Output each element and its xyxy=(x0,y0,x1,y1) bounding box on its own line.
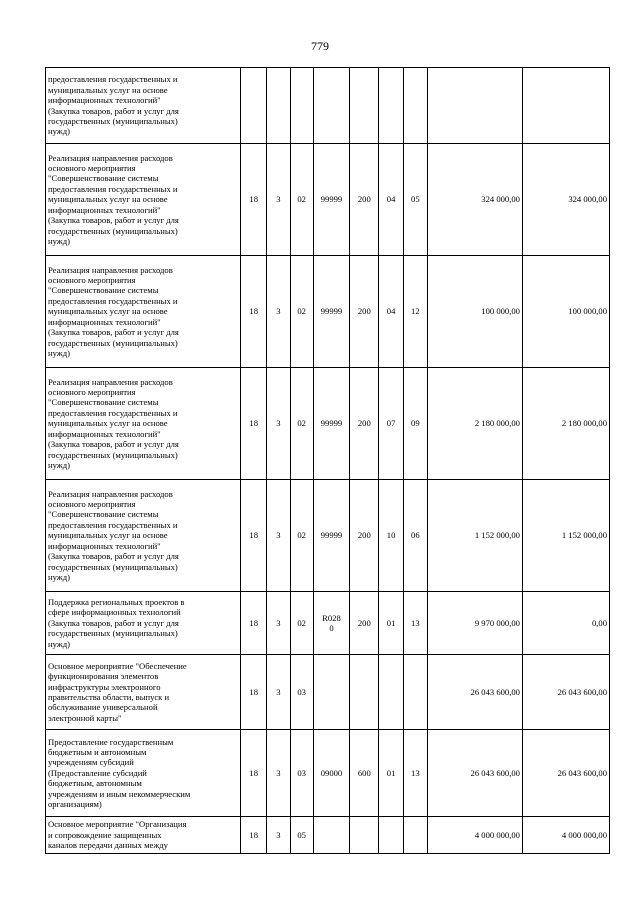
table-row xyxy=(46,592,610,655)
cell-code-1: 18 xyxy=(241,256,267,368)
cell-code-5: 200 xyxy=(350,144,379,256)
cell-code-6 xyxy=(379,817,403,854)
cell-code-2 xyxy=(267,68,290,144)
cell-amount-2 xyxy=(522,68,609,144)
cell-amount-1: 26 043 600,00 xyxy=(427,730,522,817)
cell-code-2: 3 xyxy=(267,592,290,655)
cell-code-7: 06 xyxy=(403,480,427,592)
cell-amount-1: 26 043 600,00 xyxy=(427,655,522,730)
table-row xyxy=(46,730,610,817)
cell-code-4: R028 0 xyxy=(313,592,349,655)
cell-code-1: 18 xyxy=(241,655,267,730)
table-row xyxy=(46,817,610,854)
cell-code-2: 3 xyxy=(267,655,290,730)
cell-name: Реализация направления расходов основного мероприятия "Совершенствование системы предоставления государственных и муниципальных услуг на основе информационных технологий" (Закупка товаров, работ и услуг для государственных (муниципальных) нужд) xyxy=(46,144,241,256)
cell-code-6: 01 xyxy=(379,730,403,817)
cell-amount-1 xyxy=(427,68,522,144)
cell-amount-2: 324 000,00 xyxy=(522,144,609,256)
cell-code-2: 3 xyxy=(267,368,290,480)
cell-code-1: 18 xyxy=(241,368,267,480)
cell-code-4 xyxy=(313,655,349,730)
cell-code-2: 3 xyxy=(267,144,290,256)
cell-amount-1: 324 000,00 xyxy=(427,144,522,256)
cell-code-3: 05 xyxy=(290,817,313,854)
cell-amount-1: 1 152 000,00 xyxy=(427,480,522,592)
cell-amount-1: 9 970 000,00 xyxy=(427,592,522,655)
cell-amount-2: 4 000 000,00 xyxy=(522,817,609,854)
cell-name: предоставления государственных и муниципальных услуг на основе информационных технологий" (Закупка товаров, работ и услуг для государственных (муниципальных) нужд) xyxy=(46,68,241,144)
cell-code-4: 99999 xyxy=(313,144,349,256)
cell-name: Предоставление государственным бюджетным и автономным учреждениям субсидий (Предоставление субсидий бюджетным, автономным учреждениям и иным некоммерческим организациям) xyxy=(46,730,241,817)
cell-code-3: 02 xyxy=(290,592,313,655)
cell-code-2: 3 xyxy=(267,256,290,368)
cell-amount-2: 26 043 600,00 xyxy=(522,655,609,730)
cell-code-1 xyxy=(241,68,267,144)
cell-code-5 xyxy=(350,68,379,144)
cell-code-3: 03 xyxy=(290,730,313,817)
cell-code-7: 12 xyxy=(403,256,427,368)
cell-code-2: 3 xyxy=(267,817,290,854)
budget-table xyxy=(45,67,610,854)
cell-code-5 xyxy=(350,817,379,854)
cell-code-1: 18 xyxy=(241,480,267,592)
cell-code-5: 200 xyxy=(350,256,379,368)
cell-code-5 xyxy=(350,655,379,730)
cell-code-3: 02 xyxy=(290,480,313,592)
cell-name: Реализация направления расходов основного мероприятия "Совершенствование системы предоставления государственных и муниципальных услуг на основе информационных технологий" (Закупка товаров, работ и услуг для государственных (муниципальных) нужд) xyxy=(46,256,241,368)
cell-code-7: 13 xyxy=(403,592,427,655)
cell-code-5: 200 xyxy=(350,480,379,592)
table-row xyxy=(46,256,610,368)
cell-amount-2: 100 000,00 xyxy=(522,256,609,368)
cell-code-1: 18 xyxy=(241,730,267,817)
cell-code-7: 13 xyxy=(403,730,427,817)
cell-amount-1: 2 180 000,00 xyxy=(427,368,522,480)
cell-name: Реализация направления расходов основного мероприятия "Совершенствование системы предоставления государственных и муниципальных услуг на основе информационных технологий" (Закупка товаров, работ и услуг для государственных (муниципальных) нужд) xyxy=(46,368,241,480)
cell-amount-2: 2 180 000,00 xyxy=(522,368,609,480)
cell-code-4 xyxy=(313,817,349,854)
table-body xyxy=(46,68,610,854)
cell-code-4: 99999 xyxy=(313,480,349,592)
table-row xyxy=(46,144,610,256)
cell-code-3 xyxy=(290,68,313,144)
cell-amount-2: 26 043 600,00 xyxy=(522,730,609,817)
cell-code-6: 10 xyxy=(379,480,403,592)
cell-name: Реализация направления расходов основного мероприятия "Совершенствование системы предоставления государственных и муниципальных услуг на основе информационных технологий" (Закупка товаров, работ и услуг для государственных (муниципальных) нужд) xyxy=(46,480,241,592)
cell-code-4: 99999 xyxy=(313,368,349,480)
cell-amount-1: 100 000,00 xyxy=(427,256,522,368)
table-row xyxy=(46,480,610,592)
cell-name: Основное мероприятие "Организация и сопровождение защищенных каналов передачи данных между xyxy=(46,817,241,854)
cell-name: Поддержка региональных проектов в сфере информационных технологий (Закупка товаров, работ и услуг для государственных (муниципальных) нужд) xyxy=(46,592,241,655)
cell-code-3: 03 xyxy=(290,655,313,730)
cell-name: Основное мероприятие "Обеспечение функционирования элементов инфраструктуры электронного правительства области, выпуск и обслуживание универсальной электронной карты" xyxy=(46,655,241,730)
cell-amount-2: 1 152 000,00 xyxy=(522,480,609,592)
cell-code-6 xyxy=(379,655,403,730)
cell-amount-2: 0,00 xyxy=(522,592,609,655)
cell-code-1: 18 xyxy=(241,817,267,854)
cell-code-1: 18 xyxy=(241,144,267,256)
cell-code-2: 3 xyxy=(267,480,290,592)
cell-code-6: 04 xyxy=(379,256,403,368)
cell-code-3: 02 xyxy=(290,368,313,480)
cell-code-4: 09000 xyxy=(313,730,349,817)
table-row xyxy=(46,655,610,730)
page-number: 779 xyxy=(311,39,329,53)
cell-code-1: 18 xyxy=(241,592,267,655)
cell-code-4: 99999 xyxy=(313,256,349,368)
cell-code-7: 09 xyxy=(403,368,427,480)
cell-code-5: 200 xyxy=(350,592,379,655)
cell-code-2: 3 xyxy=(267,730,290,817)
cell-code-6: 04 xyxy=(379,144,403,256)
cell-code-6: 01 xyxy=(379,592,403,655)
cell-code-3: 02 xyxy=(290,256,313,368)
cell-code-7: 05 xyxy=(403,144,427,256)
cell-amount-1: 4 000 000,00 xyxy=(427,817,522,854)
cell-code-7 xyxy=(403,655,427,730)
cell-code-6: 07 xyxy=(379,368,403,480)
cell-code-6 xyxy=(379,68,403,144)
table-row xyxy=(46,368,610,480)
cell-code-7 xyxy=(403,817,427,854)
table-row xyxy=(46,68,610,144)
cell-code-3: 02 xyxy=(290,144,313,256)
cell-code-5: 600 xyxy=(350,730,379,817)
cell-code-7 xyxy=(403,68,427,144)
cell-code-4 xyxy=(313,68,349,144)
cell-code-5: 200 xyxy=(350,368,379,480)
